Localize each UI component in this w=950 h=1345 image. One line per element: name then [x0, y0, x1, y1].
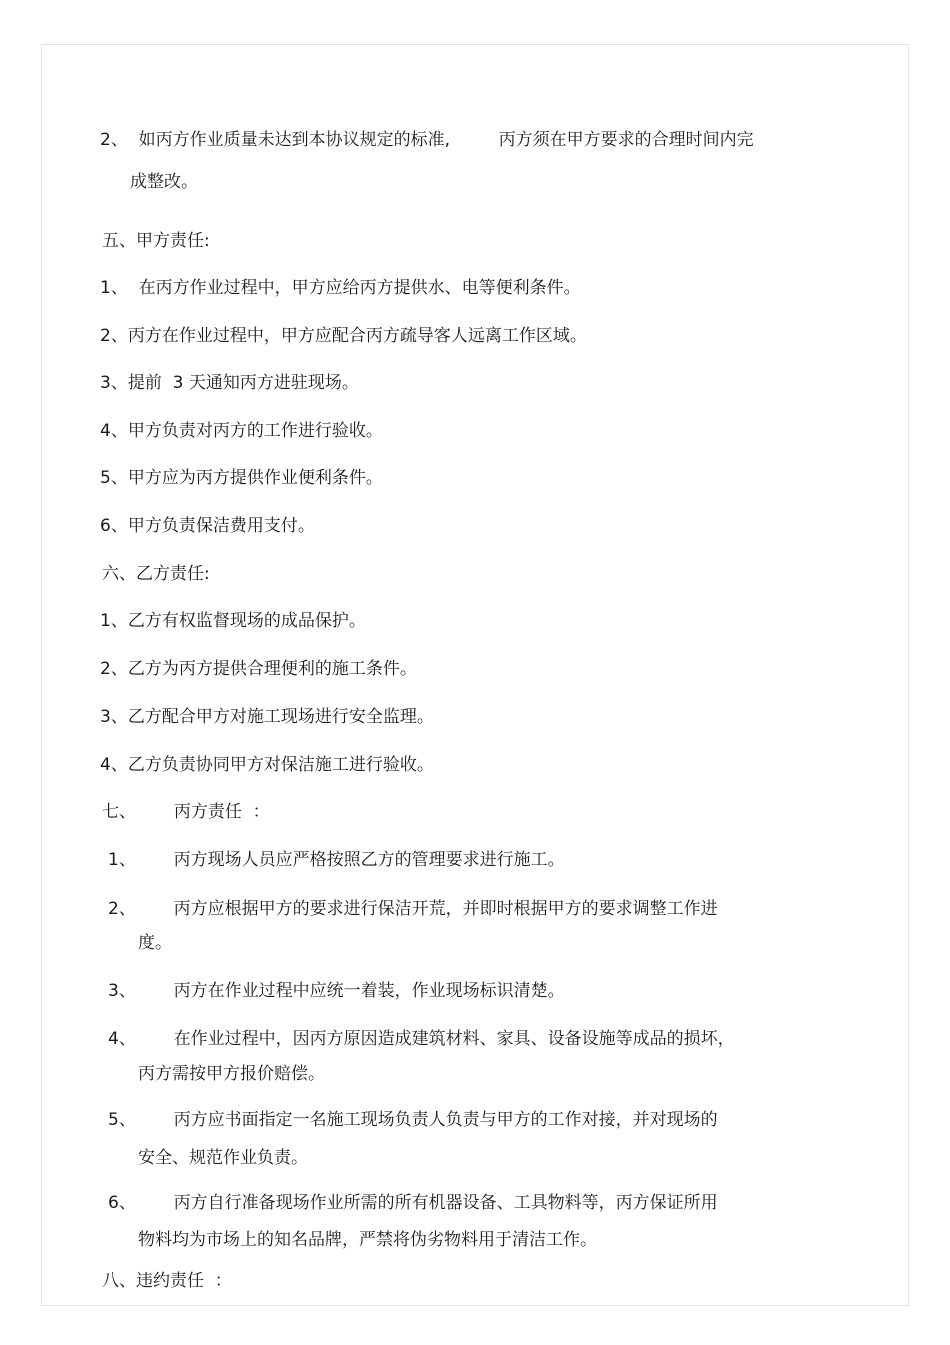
clause-6-4: 4、乙方负责协同甲方对保洁施工进行验收。 — [100, 755, 434, 775]
clause-7-2-line2: 度。 — [138, 933, 172, 953]
clause-7-6-line1: 6、 丙方自行准备现场作业所需的所有机器设备、工具物料等，丙方保证所用 — [108, 1193, 718, 1213]
section-6-heading: 六、乙方责任: — [102, 564, 210, 584]
section-5-heading: 五、甲方责任: — [102, 231, 210, 251]
clause-5-1: 1、 在丙方作业过程中，甲方应给丙方提供水、电等便利条件。 — [100, 278, 581, 298]
clause-7-4-line2: 丙方需按甲方报价赔偿。 — [138, 1064, 325, 1084]
clause-4-2-line2: 成整改。 — [130, 172, 198, 192]
clause-5-4: 4、甲方负责对丙方的工作进行验收。 — [100, 421, 383, 441]
clause-7-4-line1: 4、 在作业过程中，因丙方原因造成建筑材料、家具、设备设施等成品的损坏， — [108, 1029, 735, 1049]
clause-6-2: 2、乙方为丙方提供合理便利的施工条件。 — [100, 659, 417, 679]
clause-5-5: 5、甲方应为丙方提供作业便利条件。 — [100, 468, 383, 488]
clause-5-6: 6、甲方负责保洁费用支付。 — [100, 516, 315, 536]
clause-7-2-line1: 2、 丙方应根据甲方的要求进行保洁开荒，并即时根据甲方的要求调整工作进 — [108, 899, 718, 919]
clause-6-3: 3、乙方配合甲方对施工现场进行安全监理。 — [100, 707, 434, 727]
section-7-heading: 七、 丙方责任 ： — [102, 802, 270, 822]
clause-7-1: 1、 丙方现场人员应严格按照乙方的管理要求进行施工。 — [108, 850, 565, 870]
section-8-heading: 八、违约责任 ： — [102, 1271, 232, 1291]
clause-7-5-line1: 5、 丙方应书面指定一名施工现场负责人负责与甲方的工作对接，并对现场的 — [108, 1110, 718, 1130]
clause-7-5-line2: 安全、规范作业负责。 — [138, 1148, 308, 1168]
clause-7-6-line2: 物料均为市场上的知名品牌，严禁将伪劣物料用于清洁工作。 — [138, 1230, 597, 1250]
clause-5-3: 3、提前 3 天通知丙方进驻现场。 — [100, 373, 359, 393]
clause-5-2: 2、丙方在作业过程中，甲方应配合丙方疏导客人远离工作区域。 — [100, 326, 587, 346]
clause-4-2-line1: 2、 如丙方作业质量未达到本协议规定的标准, 丙方须在甲方要求的合理时间内完 — [100, 130, 754, 150]
clause-6-1: 1、乙方有权监督现场的成品保护。 — [100, 611, 366, 631]
clause-7-3: 3、 丙方在作业过程中应统一着装，作业现场标识清楚。 — [108, 981, 565, 1001]
